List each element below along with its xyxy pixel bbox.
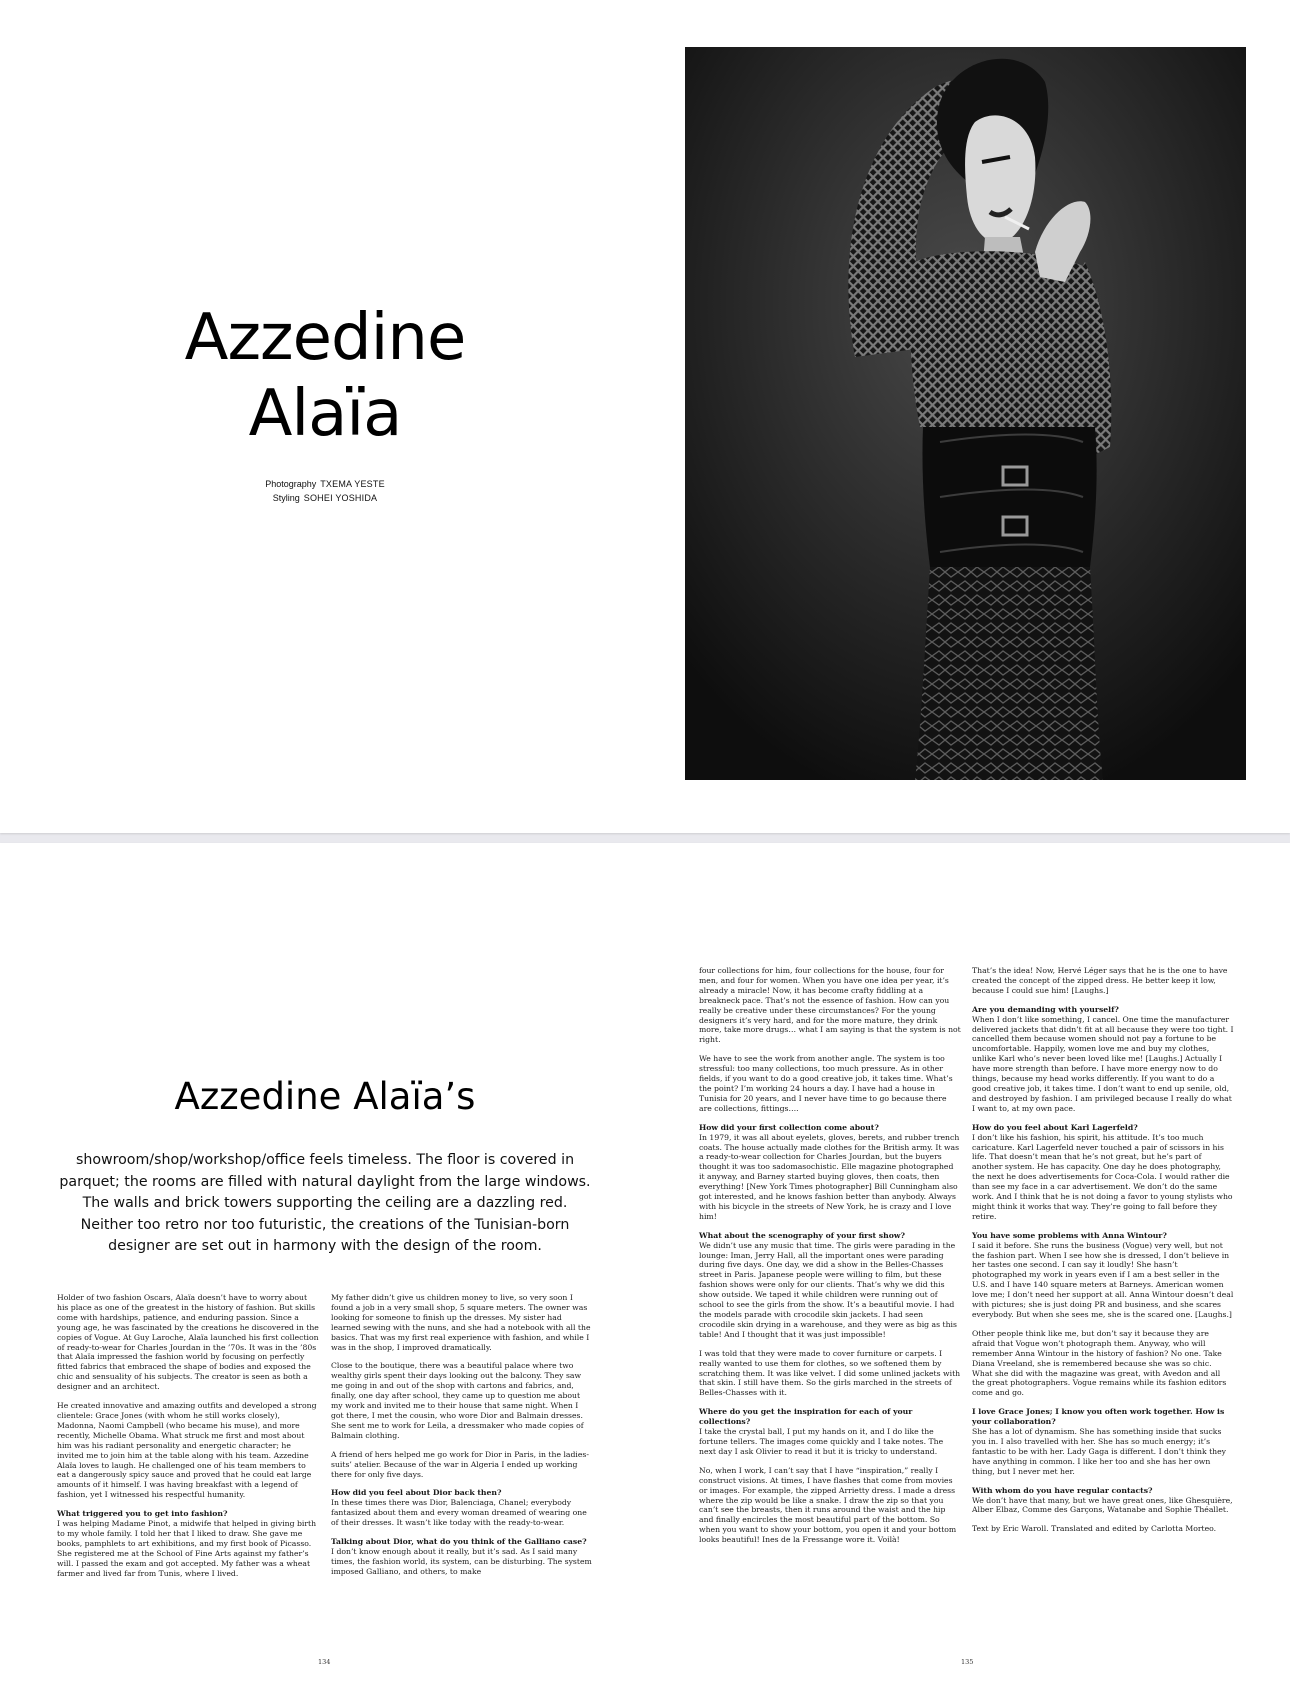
interview-answer: She has a lot of dynamism. She has something inside that sucks you in. I also travelled with her. She has so much energy; it’s fantastic to be with her. Lady Gaga is different. I don’t think they have anything in common. I like her too and she has her own thing, but I never met her. <box>972 1427 1227 1476</box>
text-column-2 <box>331 1293 593 1586</box>
title-line-1: Azzedine <box>184 301 466 375</box>
body-paragraph: We have to see the work from another angle. The system is too stressful: too many collections, too much pressure. As in other fields, if you want to do a good creative job, it takes time. What’s the point? I’m working 24 hours a day. I have had a house in Tunisia for 20 years, and I never have time to go because there are collections, fittings…. <box>699 1054 953 1113</box>
credit-value: TXEMA YESTE <box>320 479 385 489</box>
text-credit: Text by Eric Waroll. Translated and edited by Carlotta Morteo. <box>972 1524 1217 1534</box>
body-paragraph: Close to the boutique, there was a beautiful palace where two wealthy girls spent their days looking out the balcony. They saw me going in and out of the shop with cartons and fabrics, and, finally, one day after school, they came up to question me about my work and invited me to their house that same night. When I got there, I met the cousin, who wore Dior and Balmain dresses. She sent me to work for Leila, a dressmaker who made copies of Balmain clothing. <box>331 1361 584 1440</box>
photo-illustration <box>685 47 1246 780</box>
credit-value: SOHEI YOSHIDA <box>303 493 378 503</box>
page-number-left: 134 <box>318 1658 331 1666</box>
body-paragraph: My father didn’t give us children money to live, so very soon I found a job in a very small shop, 5 square meters. The owner was looking for someone to finish up the dresses. My sister had learned sewing with the nuns, and she had a notebook with all the basics. That was my first real experience with fashion, and while I was in the shop, I improved dramatically. <box>331 1293 591 1352</box>
interview-question: Are you demanding with yourself? <box>972 1004 1119 1014</box>
interview-answer: We don’t have that many, but we have great ones, like Ghesquière, Alber Elbaz, Comme des Garçons, Watanabe and Sophie Théallet. <box>972 1495 1233 1515</box>
interview-answer: In 1979, it was all about eyelets, gloves, berets, and rubber trench coats. The house actually made clothes for the British army. It was a ready-to-wear collection for Charles Jourdan, but the buyers thought it was too sadomasochistic. Elle magazine photographed it anyway, and Barney started buying gloves, then coats, then everything! [New York Times photographer] Bill Cunningham also got interested, and he knows fashion better than anybody. Always with his bicycle in the streets of New York, he is crazy and I love him! <box>699 1132 960 1221</box>
article-heading: Azzedine Alaïa’s <box>174 1075 476 1118</box>
interview-question: How did your first collection come about? <box>699 1122 879 1132</box>
interview-question: What about the scenography of your first show? <box>699 1230 905 1240</box>
interview-answer: When I don’t like something, I cancel. One time the manufacturer delivered jackets that didn’t fit at all because they were too tight. I cancelled them because women should not pay a fortune to be uncomfortable. Happily, women love me and buy my clothes, unlike Karl who’s never been loved like me! [Laughs.] Actually I have more strength than before. I have more energy now to do things, because my head works differently. If you want to do a good creative job, it takes time. I don’t want to end up senile, old, and destroyed by fashion. I am privileged because I really do what I want to, at my own pace. <box>972 1014 1234 1113</box>
interview-question: With whom do you have regular contacts? <box>972 1485 1153 1495</box>
interview-answer: I don’t know enough about it really, but it’s sad. As I said many times, the fashion world, its system, can be disturbing. The system imposed Galliano, and others, to make <box>331 1546 592 1576</box>
body-paragraph: He created innovative and amazing outfits and developed a strong clientele: Grace Jones (with whom he still works closely), Madonna, Naomi Campbell (who became his muse), and more recently, Michelle Obama. What struck me first and most about him was his radiant personality and energetic character; he invited me to join him at the table along with his team. Azzedine Alaïa loves to laugh. He challenged one of his team members to eat a dangerously spicy sauce and proved that he could eat large amounts of it himself. I was having breakfast with a legend of fashion, yet I witnessed his respectful humanity. <box>57 1401 317 1500</box>
interview-question: Where do you get the inspiration for each of your collections? <box>699 1407 913 1427</box>
text-column-4 <box>972 966 1234 1543</box>
credit-label: Styling <box>272 493 300 503</box>
interview-answer: In these times there was Dior, Balenciaga, Chanel; everybody fantasized about them and every woman dreamed of wearing one of their dresses. It wasn’t like today with the ready-to-wear. <box>331 1498 587 1528</box>
body-paragraph: That’s the idea! Now, Hervé Léger says that he is the one to have created the concept of the zipped dress. He better keep it low, because I could sue him! [Laughs.] <box>972 966 1228 995</box>
body-paragraph: A friend of hers helped me go work for Dior in Paris, in the ladies-suits’ atelier. Because of the war in Algeria I ended up working there for only five days. <box>331 1449 589 1479</box>
credit-styling <box>200 491 450 505</box>
interview-answer: I take the crystal ball, I put my hands on it, and I do like the fortune tellers. The images come quickly and I take notes. The next day I ask Olivier to read it but it is tricky to understand. <box>699 1427 944 1456</box>
editorial-photo <box>685 47 1246 780</box>
title-line-2: Alaïa <box>248 377 402 451</box>
interview-question: Talking about Dior, what do you think of the Galliano case? <box>331 1537 587 1547</box>
interview-question: You have some problems with Anna Wintour? <box>972 1230 1167 1240</box>
credit-photography <box>200 477 450 491</box>
interview-question: I love Grace Jones; I know you often work together. How is your collaboration? <box>972 1407 1225 1427</box>
interview-answer: We didn’t use any music that time. The girls were parading in the lounge: Iman, Jerry Hall, all the important ones were parading during five days. One day, we did a show in the Belles-Chasses street in Paris. Japanese people were willing to film, but these fashion shows were only for our clients. That’s why we did this show outside. We taped it while children were running out of school to see the girls from the show. It’s a beautiful movie. I had the models parade with crocodile skin jackets. I had seen crocodile skin drying in a warehouse, and they were as big as this table! And I thought that it was just impossible! <box>699 1240 957 1339</box>
body-paragraph: four collections for him, four collections for the house, four for men, and four for women. When you have one idea per year, it’s already a miracle! Now, it has become crafty fiddling at a breakneck pace. That’s not the essence of fashion. How can you really be creative under these circumstances? For the young designers it’s very hard, and for the more mature, they drink more, take more drugs… what I am saying is that the system is not right. <box>699 966 961 1045</box>
interview-answer: I don’t like his fashion, his spirit, his attitude. It’s too much caricature. Karl Lagerfeld never touched a pair of scissors in his life. That doesn’t mean that he’s not great, but he’s part of another system. He has capacity. One day he does photography, the next he does advertisements for Coca-Cola. I would rather die than see my face in a car advertisement. We don’t do the same work. And I think that he is not doing a favor to young stylists who might think it works that way. They’re going to fall before they retire. <box>972 1132 1233 1221</box>
interview-question: How did you feel about Dior back then? <box>331 1488 502 1498</box>
article-title <box>150 300 500 452</box>
intro-paragraph: showroom/shop/workshop/office feels timeless. The floor is covered in parquet; the rooms are filled with natural daylight from the large windows. The walls and brick towers supporting the ceiling are a dazzling red. Neither too retro nor too futuristic, the creations of the Tunisian-born designer are set out in harmony with the design of the room. <box>59 1152 591 1255</box>
interview-answer: I said it before. She runs the business (Vogue) very well, but not the fashion part. When I see how she is dressed, I don’t believe in her tastes one second. I can say it loudly! She hasn’t photographed my work in years even if I am a best seller in the U.S. and I have 140 square meters at Barneys. American women love me; I don’t need her support at all. Anna Wintour doesn’t deal with pictures; she is just doing PR and business, and she scares everybody. But when she sees me, she is the scared one. [Laughs.] <box>972 1240 1234 1319</box>
interview-question: How do you feel about Karl Lagerfeld? <box>972 1122 1138 1132</box>
credit-label: Photography <box>265 479 317 489</box>
interview-answer: I was helping Madame Pinot, a midwife that helped in giving birth to my whole family. I told her that I liked to draw. She gave me books, pamphlets to art exhibitions, and my first book of Picasso. She registered me at the School of Fine Arts against my father’s will. I passed the exam and got accepted. My father was a wheat farmer and lived far from Tunis, where I lived. <box>57 1519 317 1578</box>
body-paragraph: Other people think like me, but don’t say it because they are afraid that Vogue won’t photograph them. Anyway, who will remember Anna Wintour in the history of fashion? No one. Take Diana Vreeland, she is remembered because she was so chic. What she did with the magazine was great, with Avedon and all the great photographers. Vogue remains while its fashion editors come and go. <box>972 1328 1227 1398</box>
page-number-right: 135 <box>961 1658 974 1666</box>
interview-question: What triggered you to get into fashion? <box>57 1509 228 1519</box>
body-paragraph: I was told that they were made to cover furniture or carpets. I really wanted to use them for clothes, so we softened them by scratching them. It was like velvet. I did some unlined jackets with that skin. I still have them. So the girls marched in the streets of Belles-Chasses with it. <box>699 1348 961 1398</box>
text-column-3 <box>699 966 961 1554</box>
photo-credits <box>200 477 450 505</box>
text-column-1 <box>57 1293 319 1587</box>
body-paragraph: No, when I work, I can’t say that I have “inspiration,” really I construct visions. At times, I have flashes that come from movies or images. For example, the zipped Arrietty dress. I made a dress where the zip would be like a snake. I draw the zip so that you can’t see the breasts, then it runs around the waist and the hip and finally encircles the most beautiful part of the bottom. So when you want to show your bottom, you open it and your bottom looks beautiful! Ines de la Fressange wore it. Voilà! <box>699 1465 957 1545</box>
body-paragraph: Holder of two fashion Oscars, Alaïa doesn’t have to worry about his place as one of the greatest in the history of fashion. But skills come with hardships, patience, and enduring passion. Since a young age, he was fascinated by the creations he discovered in the copies of Vogue. At Guy Laroche, Alaïa launched his first collection of ready-to-wear for Charles Jourdan in the ’70s. It was in the ’80s that Alaïa impressed the fashion world by focusing on perfectly fitted fabrics that embraced the shape of bodies and exposed the chic and sensuality of his subjects. The creator is seen as both a designer and an architect. <box>57 1293 319 1392</box>
spread-top <box>0 0 1290 833</box>
